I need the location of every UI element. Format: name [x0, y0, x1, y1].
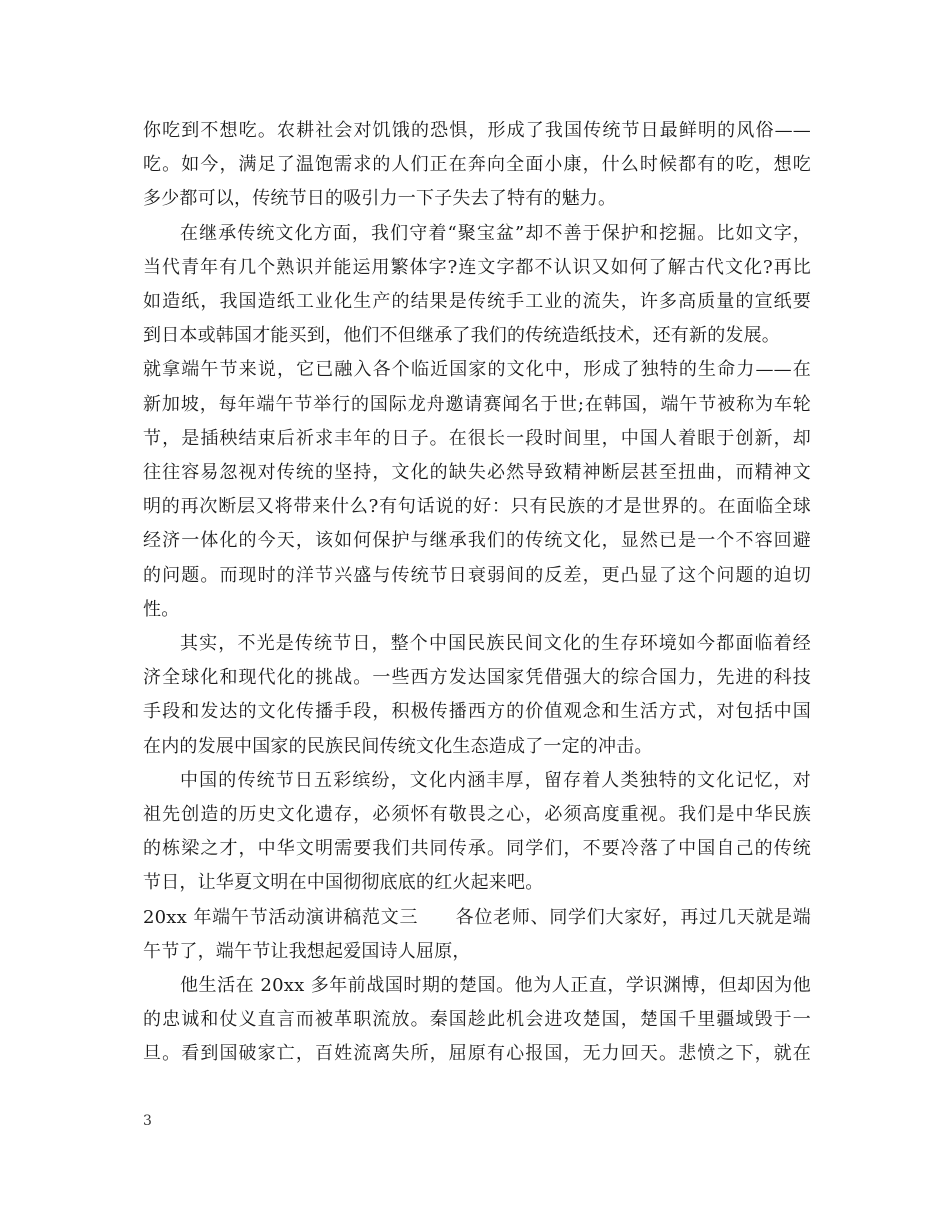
- text-line: 20xx 年端午节活动演讲稿范文三 各位老师、同学们大家好，再过几天就是端: [143, 906, 811, 928]
- text-line: 如造纸，我国造纸工业化生产的结果是传统手工业的流失，许多高质量的宣纸要: [143, 291, 811, 313]
- paragraph-4: [143, 627, 811, 764]
- text-line: 中国的传统节日五彩缤纷，文化内涵丰厚，留存着人类独特的文化记忆，对: [180, 769, 811, 791]
- text-line: 多少都可以，传统节日的吸引力一下子失去了特有的魅力。: [143, 188, 617, 210]
- paragraph-2: [143, 217, 811, 354]
- paragraph-1: [143, 114, 811, 217]
- text-line: 经济一体化的今天，该如何保护与继承我们的传统文化，显然已是一个不容回避: [143, 530, 811, 552]
- text-line: 你吃到不想吃。农耕社会对饥饿的恐惧，形成了我国传统节日最鲜明的风俗——: [143, 120, 811, 141]
- text-line: 的问题。而现时的洋节兴盛与传统节日衰弱间的反差，更凸显了这个问题的迫切: [143, 564, 811, 586]
- text-line: 旦。看到国破家亡，百姓流离失所，屈原有心报国，无力回天。悲愤之下，就在: [143, 1043, 811, 1065]
- page-number: 3: [143, 1113, 152, 1129]
- text-line: 新加坡，每年端午节举行的国际龙舟邀请赛闻名于世;在韩国，端午节被称为车轮: [143, 393, 811, 415]
- text-line: 他生活在 20xx 多年前战国时期的楚国。他为人正直，学识渊博，但却因为他: [180, 975, 811, 997]
- text-line: 往往容易忽视对传统的坚持，文化的缺失必然导致精神断层甚至扭曲，而精神文: [143, 462, 811, 484]
- text-line: 节，是插秧结束后祈求丰年的日子。在很长一段时间里，中国人着眼于创新，却: [143, 427, 811, 449]
- text-line: 午节了，端午节让我想起爱国诗人屈原，: [143, 940, 471, 962]
- paragraph-6: [143, 901, 811, 969]
- text-line: 节日，让华夏文明在中国彻彻底底的红火起来吧。: [143, 872, 544, 894]
- document-body: [143, 114, 811, 1072]
- text-line: 明的再次断层又将带来什么?有句话说的好：只有民族的才是世界的。在面临全球: [143, 496, 811, 518]
- text-line: 到日本或韩国才能买到，他们不但继承了我们的传统造纸技术，还有新的发展。: [143, 325, 780, 347]
- paragraph-3: [143, 353, 811, 627]
- text-line: 当代青年有几个熟识并能运用繁体字?连文字都不认识又如何了解古代文化?再比: [143, 256, 811, 278]
- text-line: 的忠诚和仗义直言而被革职流放。秦国趁此机会进攻楚国，楚国千里疆域毁于一: [143, 1009, 811, 1031]
- text-line: 其实，不光是传统节日，整个中国民族民间文化的生存环境如今都面临着经: [180, 633, 811, 655]
- text-line: 在继承传统文化方面，我们守着“聚宝盆”却不善于保护和挖掘。比如文字，: [180, 222, 811, 244]
- text-line: 祖先创造的历史文化遗存，必须怀有敬畏之心，必须高度重视。我们是中华民族: [143, 804, 811, 826]
- text-line: 在内的发展中国家的民族民间传统文化生态造成了一定的冲击。: [143, 735, 653, 757]
- text-line: 吃。如今，满足了温饱需求的人们正在奔向全面小康，什么时候都有的吃，想吃: [143, 154, 811, 176]
- paragraph-7: [143, 969, 811, 1072]
- text-line: 性。: [143, 598, 180, 620]
- paragraph-5: [143, 764, 811, 901]
- text-line: 就拿端午节来说，它已融入各个临近国家的文化中，形成了独特的生命力——在: [143, 359, 811, 381]
- text-line: 济全球化和现代化的挑战。一些西方发达国家凭借强大的综合国力，先进的科技: [143, 667, 811, 689]
- text-line: 手段和发达的文化传播手段，积极传播西方的价值观念和生活方式，对包括中国: [143, 701, 811, 723]
- text-line: 的栋梁之才，中华文明需要我们共同传承。同学们，不要冷落了中国自己的传统: [143, 838, 811, 860]
